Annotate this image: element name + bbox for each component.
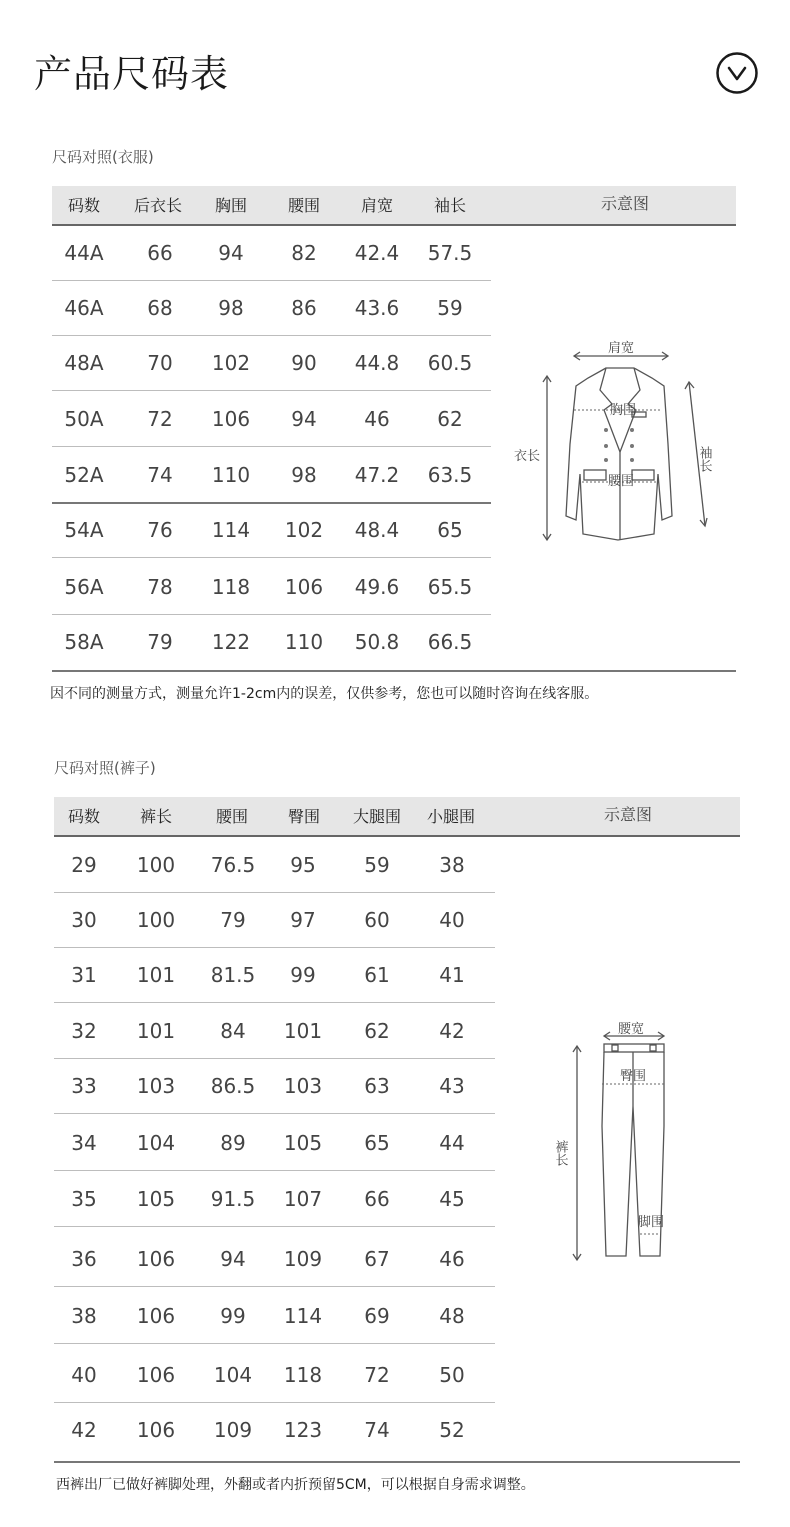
table-cell: 65.5 — [427, 575, 473, 599]
table-cell: 62 — [437, 407, 463, 431]
table-cell: 104 — [213, 1363, 253, 1387]
column-header-waist: 腰围 — [287, 196, 321, 215]
table-cell: 66 — [147, 241, 173, 265]
table-cell: 81.5 — [210, 963, 256, 987]
table-row — [52, 560, 491, 614]
table-row — [54, 838, 495, 892]
table-row — [54, 893, 495, 947]
table-cell: 102 — [211, 351, 251, 375]
table-cell: 70 — [147, 351, 173, 375]
table-cell: 107 — [283, 1187, 323, 1211]
table-cell: 79 — [147, 630, 173, 654]
table-cell: 45 — [439, 1187, 465, 1211]
table-cell: 67 — [364, 1247, 390, 1271]
table-cell: 44 — [439, 1131, 465, 1155]
table-cell: 78 — [147, 575, 173, 599]
table-cell: 106 — [136, 1247, 176, 1271]
table-cell: 66.5 — [427, 630, 473, 654]
table-cell: 76 — [147, 518, 173, 542]
table-cell: 98 — [291, 463, 317, 487]
column-header-pant-length: 裤长 — [139, 807, 173, 826]
table-cell: 99 — [220, 1304, 246, 1328]
row-divider — [54, 1286, 495, 1287]
table-cell: 66 — [364, 1187, 390, 1211]
table-cell: 106 — [136, 1418, 176, 1442]
table-cell: 95 — [290, 853, 316, 877]
row-divider — [52, 390, 491, 391]
table-cell: 79 — [220, 908, 246, 932]
table-cell: 49.6 — [354, 575, 400, 599]
label-length: 裤长 — [552, 1140, 568, 1166]
table-cell: 29 — [71, 853, 97, 877]
table-cell: 38 — [71, 1304, 97, 1328]
table-cell: 74 — [147, 463, 173, 487]
column-header-size: 码数 — [67, 807, 101, 826]
table-cell: 31 — [71, 963, 97, 987]
table-cell: 63.5 — [427, 463, 473, 487]
table-cell: 110 — [284, 630, 324, 654]
table-cell: 35 — [71, 1187, 97, 1211]
label-sleeve: 袖长 — [696, 446, 712, 472]
table-row — [52, 503, 491, 557]
page-title: 产品尺码表 — [34, 52, 230, 96]
table-cell: 86.5 — [210, 1074, 256, 1098]
table-cell: 106 — [284, 575, 324, 599]
table-cell: 76.5 — [210, 853, 256, 877]
table-cell: 50.8 — [354, 630, 400, 654]
row-divider — [54, 1002, 495, 1003]
table-cell: 56A — [64, 575, 104, 599]
jacket-diagram-illustration — [508, 334, 728, 548]
table-cell: 60 — [364, 908, 390, 932]
table-cell: 48A — [64, 351, 104, 375]
table-cell: 114 — [211, 518, 251, 542]
pants-table-header — [54, 797, 740, 837]
table-cell: 62 — [364, 1019, 390, 1043]
table-cell: 38 — [439, 853, 465, 877]
table-cell: 72 — [364, 1363, 390, 1387]
table-cell: 59 — [364, 853, 390, 877]
table-cell: 30 — [71, 908, 97, 932]
jacket-table-header — [52, 186, 736, 226]
table-cell: 122 — [211, 630, 251, 654]
table-row — [54, 1059, 495, 1113]
jacket-diagram — [508, 334, 728, 548]
table-cell: 52A — [64, 463, 104, 487]
table-row — [54, 1403, 495, 1457]
table-cell: 44.8 — [354, 351, 400, 375]
table-cell: 48.4 — [354, 518, 400, 542]
table-cell: 84 — [220, 1019, 246, 1043]
jacket-table-bottom-rule — [52, 670, 736, 672]
table-cell: 36 — [71, 1247, 97, 1271]
table-row — [52, 615, 491, 669]
table-cell: 57.5 — [427, 241, 473, 265]
table-cell: 94 — [291, 407, 317, 431]
table-row — [52, 392, 491, 446]
table-cell: 99 — [290, 963, 316, 987]
table-cell: 101 — [283, 1019, 323, 1043]
column-header-diagram: 示意图 — [600, 194, 650, 213]
table-cell: 65 — [437, 518, 463, 542]
table-cell: 104 — [136, 1131, 176, 1155]
table-row — [52, 336, 491, 390]
label-chest: 胸围 — [610, 403, 637, 418]
table-cell: 60.5 — [427, 351, 473, 375]
table-cell: 40 — [71, 1363, 97, 1387]
table-cell: 82 — [291, 241, 317, 265]
row-divider — [52, 557, 491, 558]
table-cell: 118 — [211, 575, 251, 599]
table-cell: 52 — [439, 1418, 465, 1442]
table-cell: 102 — [284, 518, 324, 542]
column-header-shoulder: 肩宽 — [360, 196, 394, 215]
table-cell: 105 — [283, 1131, 323, 1155]
table-cell: 106 — [211, 407, 251, 431]
table-cell: 106 — [136, 1363, 176, 1387]
table-cell: 89 — [220, 1131, 246, 1155]
pants-section-title: 尺码对照(裤子) — [54, 759, 156, 777]
label-shoulder: 肩宽 — [608, 341, 635, 356]
table-cell: 109 — [283, 1247, 323, 1271]
table-cell: 106 — [136, 1304, 176, 1328]
column-header-size: 码数 — [67, 196, 101, 215]
table-cell: 72 — [147, 407, 173, 431]
pants-diagram — [552, 1016, 682, 1266]
table-cell: 86 — [291, 296, 317, 320]
jacket-section-title: 尺码对照(衣服) — [52, 148, 154, 166]
table-row — [52, 281, 491, 335]
table-cell: 32 — [71, 1019, 97, 1043]
table-cell: 46A — [64, 296, 104, 320]
pants-diagram-illustration — [552, 1016, 682, 1266]
table-cell: 33 — [71, 1074, 97, 1098]
row-divider — [54, 1113, 495, 1114]
table-cell: 123 — [283, 1418, 323, 1442]
table-cell: 54A — [64, 518, 104, 542]
table-cell: 90 — [291, 351, 317, 375]
table-row — [54, 1289, 495, 1343]
table-row — [52, 226, 491, 280]
table-cell: 41 — [439, 963, 465, 987]
column-header-waist: 腰围 — [215, 807, 249, 826]
table-cell: 110 — [211, 463, 251, 487]
column-header-diagram: 示意图 — [603, 805, 653, 824]
table-cell: 103 — [136, 1074, 176, 1098]
table-cell: 34 — [71, 1131, 97, 1155]
label-waist: 腰围 — [608, 474, 635, 489]
table-cell: 42 — [439, 1019, 465, 1043]
table-cell: 103 — [283, 1074, 323, 1098]
table-cell: 109 — [213, 1418, 253, 1442]
row-divider — [54, 1226, 495, 1227]
table-cell: 47.2 — [354, 463, 400, 487]
table-cell: 114 — [283, 1304, 323, 1328]
table-cell: 59 — [437, 296, 463, 320]
jacket-note: 因不同的测量方式，测量允许1-2cm内的误差，仅供参考，您也可以随时咨询在线客服。 — [50, 686, 599, 702]
table-row — [52, 448, 491, 502]
row-divider — [52, 446, 491, 447]
table-cell: 94 — [220, 1247, 246, 1271]
label-hip: 臀围 — [620, 1069, 647, 1084]
table-cell: 42 — [71, 1418, 97, 1442]
table-cell: 74 — [364, 1418, 390, 1442]
table-cell: 69 — [364, 1304, 390, 1328]
table-cell: 100 — [136, 908, 176, 932]
column-header-sleeve: 袖长 — [433, 196, 467, 215]
table-cell: 105 — [136, 1187, 176, 1211]
row-divider — [54, 1343, 495, 1344]
table-cell: 43.6 — [354, 296, 400, 320]
table-cell: 100 — [136, 853, 176, 877]
table-cell: 101 — [136, 963, 176, 987]
table-cell: 63 — [364, 1074, 390, 1098]
collapse-button[interactable] — [716, 52, 758, 94]
chevron-down-icon[interactable] — [716, 52, 758, 94]
table-cell: 97 — [290, 908, 316, 932]
table-cell: 40 — [439, 908, 465, 932]
pants-table-bottom-rule — [54, 1461, 740, 1463]
table-row — [54, 948, 495, 1002]
table-cell: 68 — [147, 296, 173, 320]
column-header-chest: 胸围 — [214, 196, 248, 215]
table-cell: 101 — [136, 1019, 176, 1043]
table-row — [54, 1348, 495, 1402]
table-cell: 50 — [439, 1363, 465, 1387]
column-header-back-length: 后衣长 — [133, 196, 183, 215]
table-row — [54, 1116, 495, 1170]
label-waist: 腰宽 — [618, 1022, 645, 1037]
table-cell: 50A — [64, 407, 104, 431]
table-cell: 118 — [283, 1363, 323, 1387]
table-cell: 46 — [364, 407, 390, 431]
label-hem: 脚围 — [638, 1215, 665, 1230]
column-header-calf: 小腿围 — [426, 807, 476, 826]
table-row — [54, 1172, 495, 1226]
table-cell: 91.5 — [210, 1187, 256, 1211]
table-cell: 98 — [218, 296, 244, 320]
table-row — [54, 1004, 495, 1058]
table-cell: 65 — [364, 1131, 390, 1155]
pants-note: 西裤出厂已做好裤脚处理，外翻或者内折预留5CM，可以根据自身需求调整。 — [56, 1477, 535, 1493]
column-header-thigh: 大腿围 — [352, 807, 402, 826]
label-length: 衣长 — [514, 449, 541, 464]
table-cell: 61 — [364, 963, 390, 987]
table-cell: 48 — [439, 1304, 465, 1328]
table-cell: 58A — [64, 630, 104, 654]
column-header-hip: 臀围 — [287, 807, 321, 826]
table-cell: 43 — [439, 1074, 465, 1098]
table-cell: 46 — [439, 1247, 465, 1271]
table-cell: 94 — [218, 241, 244, 265]
table-cell: 42.4 — [354, 241, 400, 265]
row-divider — [54, 1170, 495, 1171]
table-cell: 44A — [64, 241, 104, 265]
table-row — [54, 1232, 495, 1286]
